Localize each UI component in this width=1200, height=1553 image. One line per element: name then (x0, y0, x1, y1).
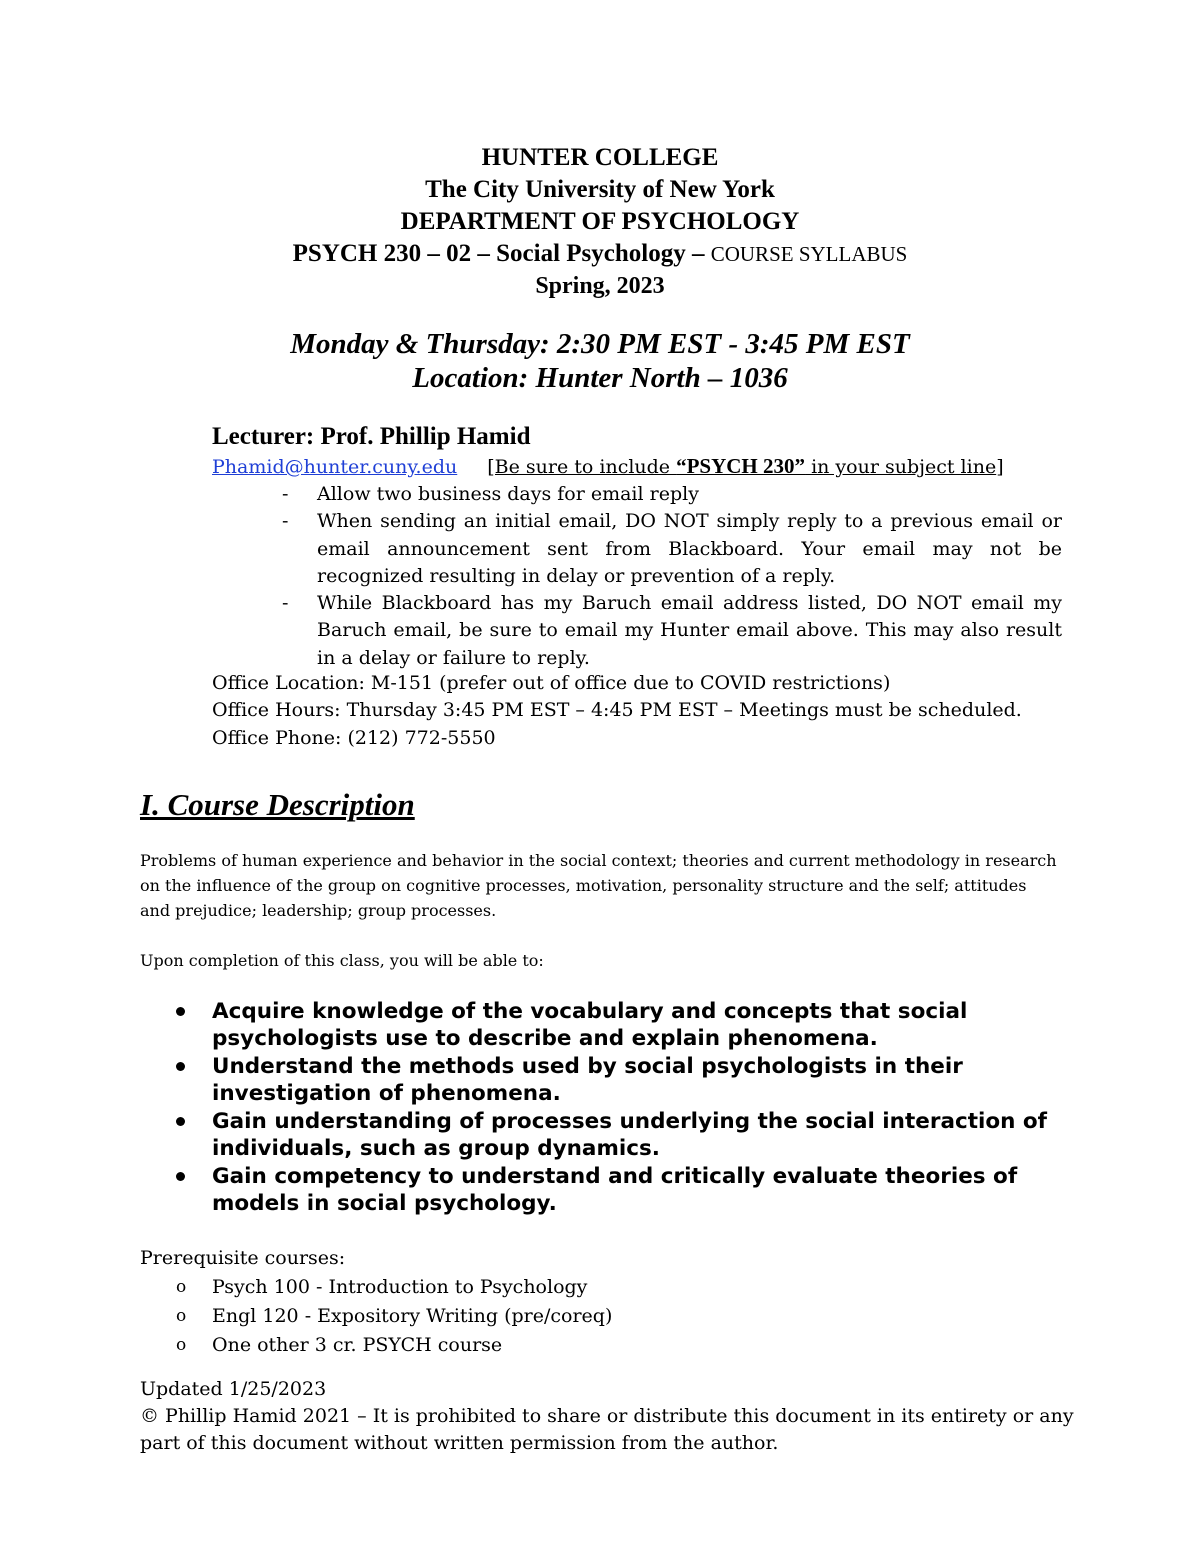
lecturer-email-link[interactable]: Phamid@hunter.cuny.edu (212, 456, 458, 478)
list-item: - While Blackboard has my Baruch email address listed, DO NOT email my Baruch email, be sure to email my Hunter email above. This may also result in a delay or failure to reply. (282, 592, 1062, 669)
bullet-icon (176, 1172, 185, 1181)
office-location: Office Location: M-151 (prefer out of office due to COVID restrictions) (212, 672, 891, 694)
office-phone: Office Phone: (212) 772-5550 (212, 727, 496, 749)
list-item: o Engl 120 - Expository Writing (pre/coreq) (176, 1302, 612, 1331)
lecturer-name: Lecturer: Prof. Phillip Hamid (212, 423, 531, 450)
university-name: The City University of New York (425, 176, 775, 203)
copyright-notice: © Phillip Hamid 2021 – It is prohibited to share or distribute this document in its entirety or any part of this document without written permission from the author. (140, 1405, 1074, 1454)
college-name: HUNTER COLLEGE (481, 144, 719, 171)
course-title-syllabus: COURSE SYLLABUS (710, 242, 908, 266)
list-item: Understand the methods used by social psychologists in their investigation of phenomena. (172, 1053, 1072, 1107)
email-subject-note: [Be sure to include “PSYCH 230” in your subject line (487, 454, 997, 478)
objectives-list (172, 998, 1072, 1218)
list-item: Gain understanding of processes underlying the social interaction of individuals, such as group dynamics. (172, 1108, 1072, 1162)
list-item: - When sending an initial email, DO NOT simply reply to a previous email or email announcement sent from Blackboard. Your email may not be recognized resulting in delay or prevention of a reply. (282, 510, 1062, 587)
updated-date: Updated 1/25/2023 (140, 1378, 327, 1400)
circle-bullet-icon: o (176, 1306, 187, 1326)
office-hours: Office Hours: Thursday 3:45 PM EST – 4:45 PM EST – Meetings must be scheduled. (212, 699, 1022, 721)
class-schedule: Monday & Thursday: 2:30 PM EST - 3:45 PM EST (290, 328, 910, 360)
list-item: Gain competency to understand and critically evaluate theories of models in social psychology. (172, 1163, 1072, 1217)
bullet-icon (176, 1007, 185, 1016)
prerequisites-label: Prerequisite courses: (140, 1247, 346, 1269)
list-item: - Allow two business days for email reply (282, 483, 699, 505)
list-item: o One other 3 cr. PSYCH course (176, 1331, 612, 1360)
email-line: Phamid@hunter.cuny.edu [Be sure to include “PSYCH 230” in your subject line] (212, 454, 1004, 478)
bullet-icon (176, 1117, 185, 1126)
department-name: DEPARTMENT OF PSYCHOLOGY (400, 208, 800, 235)
class-location: Location: Hunter North – 1036 (412, 362, 788, 394)
objectives-intro: Upon completion of this class, you will be able to: (140, 951, 544, 970)
prerequisites-list (176, 1273, 612, 1360)
circle-bullet-icon: o (176, 1277, 187, 1297)
course-title (0, 239, 1200, 269)
semester: Spring, 2023 (535, 273, 665, 299)
list-item: o Psych 100 - Introduction to Psychology (176, 1273, 612, 1302)
course-description-heading: I. Course Description (140, 787, 415, 822)
course-description-paragraph: Problems of human experience and behavior in the social context; theories and current methodology in research on the influence of the group on cognitive processes, motivation, personality structure and the self; attitudes and prejudice; leadership; group processes. (140, 851, 1057, 920)
email-guidelines-list (282, 481, 1062, 672)
circle-bullet-icon: o (176, 1335, 187, 1355)
course-title-main: PSYCH 230 – 02 – Social Psychology – (292, 240, 705, 267)
bullet-icon (176, 1062, 185, 1071)
list-item: Acquire knowledge of the vocabulary and concepts that social psychologists use to describe and explain phenomena. (172, 998, 1072, 1052)
